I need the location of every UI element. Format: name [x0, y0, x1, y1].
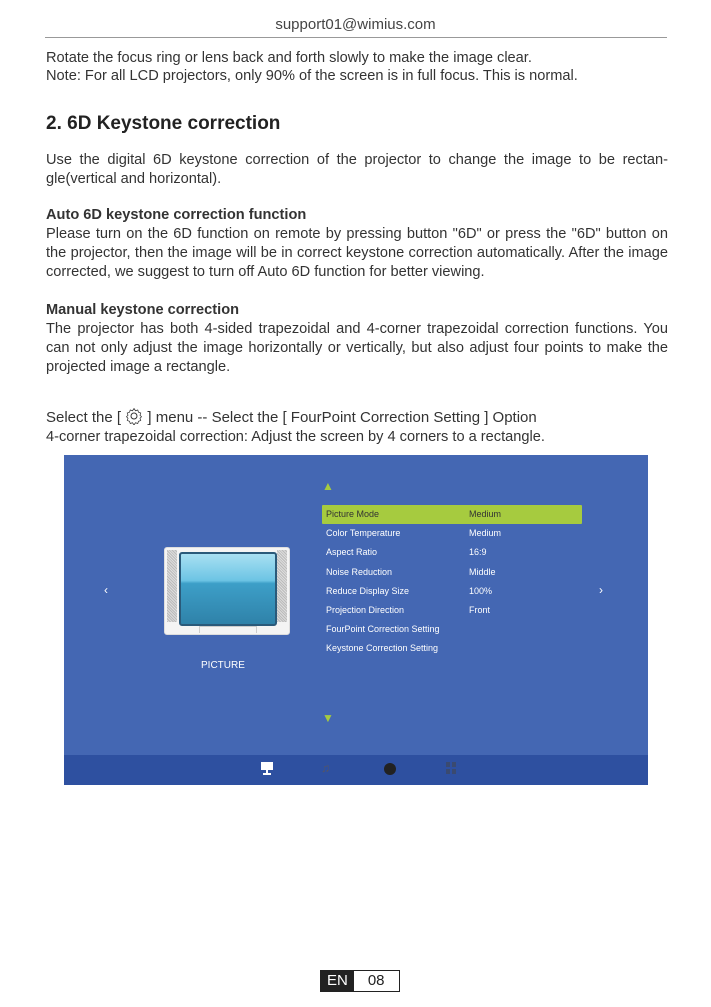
menu-item[interactable]: [322, 505, 582, 524]
language-label: EN: [321, 971, 354, 991]
instruction-post: ] menu -- Select the [ FourPoint Correction Setting ] Option: [147, 409, 537, 426]
menu-item-value: 100%: [469, 585, 493, 596]
menu-item-label: FourPoint Correction Setting: [326, 624, 440, 635]
monitor-icon[interactable]: [261, 762, 273, 778]
menu-item[interactable]: [322, 524, 582, 543]
menu-item[interactable]: [322, 563, 582, 582]
tv-picture-icon: [164, 547, 290, 635]
music-icon[interactable]: ♫: [321, 761, 330, 775]
menu-item-label: Aspect Ratio: [326, 547, 378, 558]
manual-title: Manual keystone correction: [46, 302, 240, 318]
menu-item-label: Projection Direction: [326, 605, 405, 615]
gear-icon: [125, 409, 143, 426]
instruction-line-1: [46, 407, 668, 427]
auto-title: Auto 6D keystone correction function: [46, 207, 307, 223]
grid-icon[interactable]: [446, 762, 456, 776]
next-arrow-icon[interactable]: ›: [599, 583, 603, 597]
menu-item[interactable]: [322, 601, 582, 620]
header-divider: [45, 37, 667, 38]
instruction-pre: Select the [: [46, 409, 122, 426]
menu-item-value: Medium: [469, 509, 502, 519]
menu-item-label: Color Temperature: [326, 528, 401, 539]
category-label: PICTURE: [201, 660, 245, 671]
manual-body: The projector has both 4-sided trapezoidal and 4-corner trapezoidal correction functions. You can not only adjust the image horizontally or vertically, but also adjust four points to make the projected image a rectangle.: [46, 321, 668, 375]
menu-item-label: Reduce Display Size: [326, 585, 410, 596]
section-body: Use the digital 6D keystone correction of the projector to change the image to be rectan-gle(vertical and horizontal).: [46, 152, 668, 187]
menu-item[interactable]: [322, 543, 582, 562]
menu-item-label: Keystone Correction Setting: [326, 643, 439, 654]
clock-icon[interactable]: [384, 763, 396, 775]
page-footer: [320, 970, 400, 992]
menu-item-value: 16:9: [469, 547, 487, 558]
menu-item[interactable]: [322, 582, 582, 601]
osd-screenshot: [64, 455, 648, 785]
intro-line-1: Rotate the focus ring or lens back and forth slowly to make the image clear.: [46, 50, 532, 66]
intro-line-2: Note: For all LCD projectors, only 90% of the screen is in full focus. This is normal.: [46, 68, 578, 84]
prev-arrow-icon[interactable]: ‹: [104, 583, 108, 597]
menu-item-value: Front: [469, 605, 491, 615]
menu-item[interactable]: [322, 639, 582, 658]
auto-body: Please turn on the 6D function on remote by pressing button "6D" or press the "6D" button on the projector, then the image will be in correct keystone correction automatically. After the image corrected, we suggest to turn off Auto 6D function for better viewing.: [46, 226, 668, 280]
scroll-down-icon[interactable]: ▼: [322, 711, 334, 725]
bottom-tab-bar: [64, 755, 648, 785]
section-title: 2. 6D Keystone correction: [46, 113, 281, 134]
menu-item-value: Medium: [469, 528, 502, 539]
instruction-line-2: 4-corner trapezoidal correction: Adjust the screen by 4 corners to a rectangle.: [46, 429, 545, 445]
page-number: 08: [354, 971, 399, 991]
menu-item-label: Picture Mode: [326, 509, 380, 519]
scroll-up-icon[interactable]: ▲: [322, 479, 334, 493]
menu-item-label: Noise Reduction: [326, 566, 393, 577]
menu-item[interactable]: [322, 620, 582, 639]
menu-item-value: Middle: [469, 566, 496, 577]
header-email: support01@wimius.com: [275, 16, 436, 33]
